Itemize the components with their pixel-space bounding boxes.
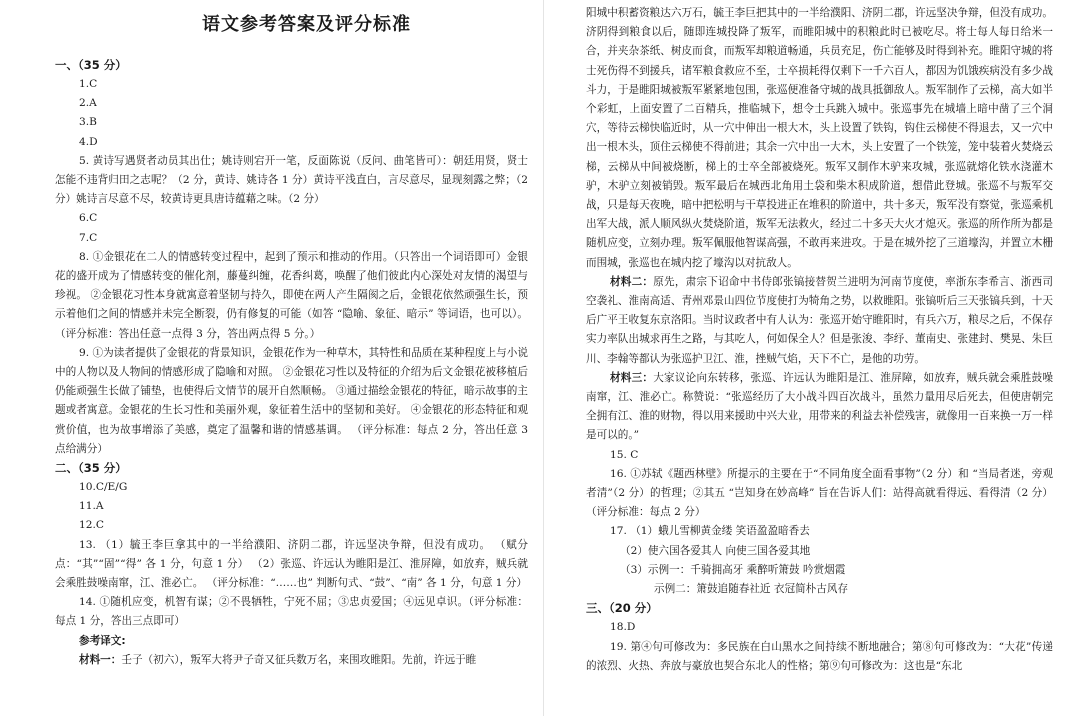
material-1-text: 壬子（初六），叛军大将尹子奇又征兵数万名，来围攻睢阳。先前，许远于睢 [121, 653, 477, 666]
answer-17-part-1: 17. （1）蛾儿雪柳黄金缕 笑语盈盈暗香去 [610, 525, 810, 538]
answer-4: 4.D [79, 135, 98, 148]
material-1-label: 材料一： [79, 653, 122, 666]
answer-11: 11.A [79, 500, 104, 513]
answer-17-part-2: （2）使六国各爱其人 向使三国各爱其地 [620, 544, 811, 557]
answer-18: 18.D [610, 621, 636, 634]
answer-16: 16. ①苏轼《题西林壁》所提示的主要在于“不同角度全面看事物”（2 分）和 “当局者迷，旁观者清”（2 分）的哲理；②其五 “岂知身在妙高峰” 旨在告诉人们：站得高就看得远、看得清（2 分） （评分标准：每点 2 分） [586, 467, 1053, 519]
answer-15: 15. C [610, 448, 639, 461]
answer-17-example-2: 示例二：箫鼓追随春社近 衣冠简朴古风存 [654, 583, 849, 596]
answer-7: 7.C [79, 231, 98, 244]
material-2-label: 材料二： [610, 275, 654, 288]
material-3-text: 大家议论向东转移，张巡、许远认为睢阳是江、淮屏障，如放弃，贼兵就会乘胜鼓噪南窜，江、淮必亡。称赞说：“张巡经历了大小战斗四百次战斗，虽然力量用尽后死去，但使唐朝完全拥有江、淮的财物，得以用来援助中兴大业，用带来的利益去补偿残害，就像用一百来换一万一样是可以的。” [586, 371, 1054, 442]
answer-8: 8. ①金银花在二人的情感转变过程中，起到了预示和推动的作用。（只答出一个词语即可）金银花的盛开成为了情感转变的催化剂，藤蔓纠缠，花香纠葛，唤醒了他们彼此内心深处对友情的渴望与珍视。 ②金银花习性本身就寓意着坚韧与持久，即使在两人产生隔阂之后，金银花依然顽强生长，预示着他们之间的情感并未完全断裂，仍有修复的可能（如答 “隐喻、象征、暗示” 等词语，也可以）。（评分标准：答出任意一点得 3 分，答出两点得 5 分。） [55, 250, 528, 340]
answer-17-part-3: （3）示例一：千骑拥高牙 乘醉听箫鼓 吟赏烟霞 [620, 563, 846, 576]
section-2-heading: 二、（35 分） [55, 461, 127, 476]
answer-19: 19. 第④句可修改为：多民族在白山黑水之间持续不断地融合；第⑧句可修改为：“大花”传递的浓烈、火热、奔放与豪放也契合东北人的性格；第⑨句可修改为：这也是“东北 [586, 640, 1053, 672]
material-1-start [55, 651, 528, 670]
answer-2: 2.A [79, 97, 97, 110]
material-2 [586, 273, 1053, 369]
section-1-heading: 一、（35 分） [55, 58, 127, 72]
document-title: 语文参考答案及评分标准 [202, 14, 411, 35]
answer-10: 10.C/E/G [79, 481, 128, 494]
answer-12: 12.C [79, 519, 104, 532]
material-2-text: 原先，肃宗下诏命中书侍郎张镐接替贺兰进明为河南节度使，率浙东李希言、浙西司空袭礼、淮南高适、青州邓景山四位节度使打为犄角之势，以救睢阳。张镐听后三天张镐兵到，十天后广平王收复东京洛阳。当时议政者中有人认为：张巡开始守睢阳时，有兵六万，粮尽之后，不保存实力率队出城求再生之路，与其吃人，何如保全人？但是张浚、李纾、董南史、张建封、樊晃、朱巨川、李翰等都认为张巡护卫江、淮，挫贼气焰，天下不亡，是他的功劳。 [586, 275, 1054, 365]
answer-1: 1.C [79, 78, 98, 90]
material-3 [586, 369, 1053, 446]
answer-13: 13. （1）毓王李巨拿其中的一半给濮阳、济阴二郡，许远坚决争辩，但没有成功。 （赋分点：“其”“固”“得” 各 1 分，句意 1 分） （2）张巡、许远认为睢阳是江、淮屏障，如放弃，贼兵就会乘胜鼓噪南窜，江、淮必亡。 （评分标准：“……也” 判断句式、“鼓”、“南” 各 1 分，句意 1 分） [55, 538, 528, 590]
answer-9: 9. ①为读者提供了金银花的背景知识，金银花作为一种草木，其特性和品质在某种程度上与小说中的人物以及人物间的情感形成了隐喻和对照。 ②金银花习性以及特征的介绍为后文金银花被移植后仍能顽强生长做了铺垫，也使得后文情节的展开自然顺畅。 ③通过描绘金银花的特征，暗示故事的主题或者寓意。金银花的生长习性和美丽外观，象征着生活中的坚韧和美好。 ④金银花的形态特征和观赏价值，也为故事增添了美感，奠定了温馨和谐的情感基调。 （评分标准：每点 2 分，答出任意 3 点给满分） [55, 346, 528, 455]
material-1-continued: 阳城中积蓄资粮达六万石，毓王李巨把其中的一半给濮阳、济阴二郡，许远坚决争辩，但没有成功。济阴得到粮食以后，随即连城投降了叛军，而睢阳城中的积粮此时已被吃尽。将士每人每日给米一合，并夹杂茶纸、树皮而食，而叛军却粮道畅通，兵员充足，伤亡能够及时得到补充。睢阳守城的将士死伤得不到援兵，诸军粮食救应不至，士卒损耗得仅剩下一千六百人，都因为饥饿疾病没有多少战斗力，于是睢阳城被叛军紧紧地包围，张巡便准备守城的战具抵御敌人。叛军制作了云梯，高大如半个彩虹，上面安置了二百精兵，推临城下，想令士兵跳入城中。张巡事先在城墙上暗中凿了三个洞穴，等待云梯快临近时，从一穴中伸出一根大木，头上设置了铁钩，钩住云梯使不得退去，又一穴中出一根木头，顶住云梯使不得前进；其余一穴中出一大木，头上安置了一个铁笼，笼中装着火焚烧云梯，云梯从中间被烧断，梯上的士卒全部被烧死。叛军又制作木驴来攻城，张巡就熔化铁水浇灌木驴，木驴立刻被销毁。叛军最后在城西北角用土袋和柴木积成阶道，想借此登城。张巡不与叛军交战，只是每天夜晚，暗中把松明与干草投进正在堆积的阶道中，共十多天，叛军没有察觉，张巡乘机出军大战，派人顺风纵火焚烧阶道，叛军无法救火，经过二十多天大火才熄灭。张巡的所作所为都是随机应变，立刻办理。叛军佩服他智谋高强，不敢再来进攻。于是在城外挖了三道壕沟，并置立木栅而围城，张巡也在城内挖了壕沟以对抗敌人。 [586, 7, 1053, 269]
material-3-label: 材料三： [610, 371, 654, 384]
section-3-heading: 三、（20 分） [586, 601, 658, 616]
answer-3: 3.B [79, 116, 97, 129]
answer-5: 5. 黄诗写遇贤者动员其出仕；姚诗则宕开一笔，反面陈说（反问、曲笔皆可）：朝廷用贤，贤士怎能不违背归田之志呢？（2 分，黄诗、姚诗各 1 分）黄诗平浅直白，言尽意尽，显现刻露之弊；（2 分）姚诗言尽意不尽，较黄诗更具唐诗蕴藉之味。（2 分） [55, 154, 528, 206]
right-page [548, 0, 1075, 716]
reference-translation-heading: 参考译文: [79, 634, 126, 647]
answer-14: 14. ①随机应变，机智有谋；②不畏牺牲，宁死不屈；③忠贞爱国；④远见卓识。（评分标准：每点 1 分，答出三点即可） [55, 596, 528, 628]
answer-6: 6.C [79, 212, 98, 225]
page-divider [543, 0, 544, 716]
